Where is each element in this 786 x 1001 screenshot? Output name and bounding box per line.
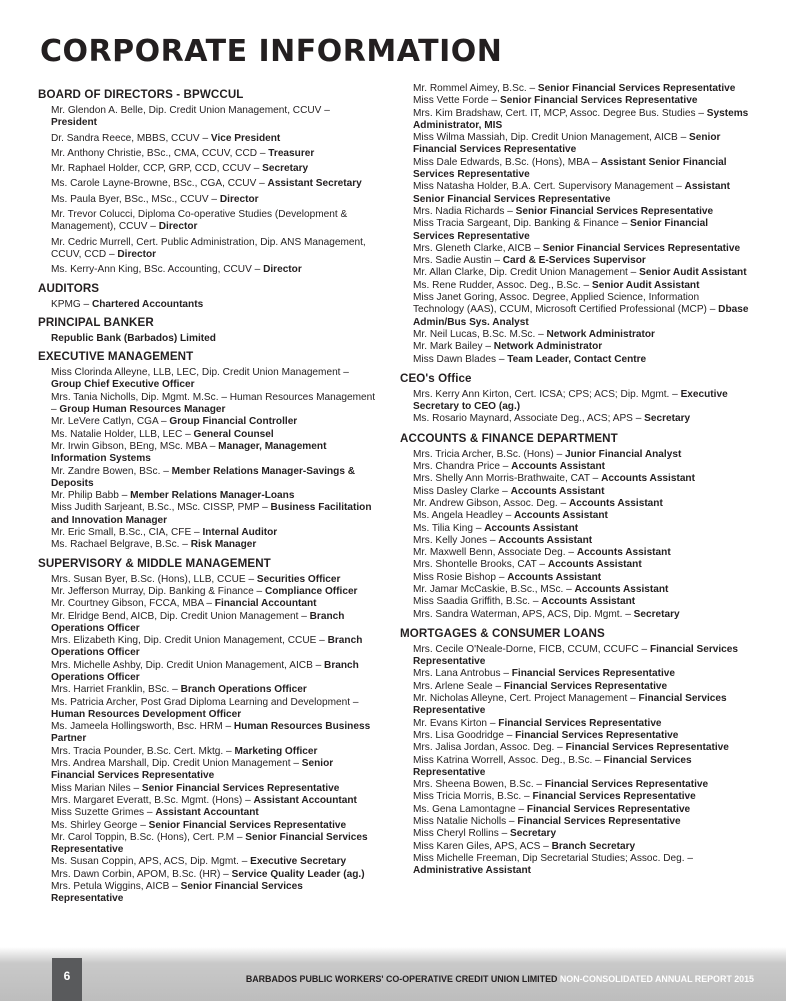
person-role: Human Resources Development Officer xyxy=(51,708,242,720)
person-entry xyxy=(51,697,378,722)
person-entry xyxy=(51,163,378,175)
section-heading: SUPERVISORY & MIDDLE MANAGEMENT xyxy=(38,556,271,570)
person-entry xyxy=(413,280,750,292)
section-supervisory-middle-management xyxy=(38,557,378,906)
person-entry xyxy=(51,660,378,685)
person-name: Mrs. Kelly Jones – xyxy=(413,534,499,546)
person-name: Miss Dawn Blades – xyxy=(413,353,508,365)
person-name: Mr. Irwin Gibson, BEng, MSc. MBA – xyxy=(51,440,219,452)
person-role: Compliance Officer xyxy=(264,585,358,597)
person-entry xyxy=(51,586,378,598)
person-entry xyxy=(413,828,750,840)
person-entry xyxy=(51,429,378,441)
person-entry xyxy=(413,681,750,693)
person-role: Dbase Admin/Bus Sys. Analyst xyxy=(413,304,749,328)
person-entry xyxy=(51,502,378,527)
person-role: Director xyxy=(219,193,259,205)
person-name: Mrs. Tricia Archer, B.Sc. (Hons) – xyxy=(413,448,566,460)
person-role: Accounts Assistant xyxy=(574,583,669,595)
section-board-of-directors xyxy=(38,88,378,277)
person-entry xyxy=(413,742,750,754)
person-entry xyxy=(51,869,378,881)
person-name: Mrs. Harriet Franklin, BSc. – xyxy=(51,684,181,696)
person-role: Accounts Assistant xyxy=(601,473,695,485)
person-name: Mrs. Jalisa Jordan, Assoc. Deg. – xyxy=(413,742,566,754)
person-name: Ms. Tilia King – xyxy=(413,522,485,534)
person-entry xyxy=(413,206,750,218)
person-name: Mr. Eric Small, B.Sc., CIA, CFE – xyxy=(51,527,203,539)
person-role: Executive Secretary xyxy=(250,856,347,868)
person-entry xyxy=(413,413,750,425)
person-entry xyxy=(413,693,750,718)
page-title: CORPORATE INFORMATION xyxy=(40,34,503,69)
person-entry xyxy=(51,635,378,660)
person-entry xyxy=(413,341,750,353)
person-entry xyxy=(51,133,378,145)
person-entry xyxy=(51,299,378,311)
person-role: Secretary xyxy=(633,608,680,620)
person-role: Senior Financial Services Representative xyxy=(51,831,368,856)
section-executive-management xyxy=(38,350,378,551)
person-role: Senior Financial Services Representative xyxy=(515,205,714,217)
person-role: Assistant Senior Financial Services Representative xyxy=(413,181,730,205)
person-entry xyxy=(51,574,378,586)
person-role: Risk Manager xyxy=(190,539,257,551)
person-name: Miss Dasley Clarke – xyxy=(413,485,511,497)
person-role: Branch Secretary xyxy=(551,840,636,852)
person-entry xyxy=(413,181,750,206)
person-entry xyxy=(51,367,378,392)
person-name: Miss Janet Goring, Assoc. Degree, Applied Science, Information Technology (AAS), CCUM, Microsoft Certified Professional (MCP) – xyxy=(413,292,719,316)
person-role: Chartered Accountants xyxy=(91,298,204,310)
person-name: Mrs. Cecile O'Neale-Dorne, FICB, CCUM, CCUFC – xyxy=(413,643,650,655)
person-role: Financial Services Representative xyxy=(544,779,709,791)
person-entry xyxy=(413,329,750,341)
person-name: Mr. Courtney Gibson, FCCA, MBA – xyxy=(51,598,215,610)
person-entry xyxy=(413,83,750,95)
person-name: Mrs. Arlene Seale – xyxy=(413,680,504,692)
left-column xyxy=(38,83,378,906)
person-entry xyxy=(51,598,378,610)
person-name: Mrs. Sheena Bowen, B.Sc. – xyxy=(413,779,545,791)
person-name: Miss Dale Edwards, B.Sc. (Hons), MBA – xyxy=(413,156,601,168)
person-role: Secretary xyxy=(262,163,309,175)
person-entry xyxy=(51,441,378,466)
person-name: Miss Katrina Worrell, Assoc. Deg., B.Sc. – xyxy=(413,754,604,766)
person-role: Accounts Assistant xyxy=(510,485,605,497)
person-name: Mrs. Nadia Richards – xyxy=(413,205,516,217)
person-role: Director xyxy=(117,248,157,260)
section-heading: MORTGAGES & CONSUMER LOANS xyxy=(400,626,605,640)
person-name: Mrs. Tracia Pounder, B.Sc. Cert. Mktg. – xyxy=(51,745,235,757)
person-name: Mr. Andrew Gibson, Assoc. Deg. – xyxy=(413,497,569,509)
person-entry xyxy=(413,547,750,559)
person-name: Ms. Susan Coppin, APS, ACS, Dip. Mgmt. – xyxy=(51,856,251,868)
person-name: Ms. Rachael Belgrave, B.Sc. – xyxy=(51,539,191,551)
person-entry xyxy=(413,559,750,571)
person-entry xyxy=(413,486,750,498)
person-role: Securities Officer xyxy=(256,573,341,585)
person-name: Mrs. Dawn Corbin, APOM, B.Sc. (HR) – xyxy=(51,868,232,880)
person-name: Mr. Mark Bailey – xyxy=(413,341,494,353)
person-name: Mr. Trevor Colucci, Diploma Co-operative Studies (Development & Management), CCUV – xyxy=(51,209,348,233)
section-supervisory-continued xyxy=(400,83,750,366)
person-entry xyxy=(51,148,378,160)
person-name: Mr. Elridge Bend, AICB, Dip. Credit Union Management – xyxy=(51,610,310,622)
person-entry xyxy=(413,791,750,803)
person-role: Secretary xyxy=(510,828,557,840)
person-name: Miss Wilma Massiah, Dip. Credit Union Management, AICB – xyxy=(413,132,689,144)
person-name: Mr. Neil Lucas, B.Sc. M.Sc. – xyxy=(413,328,547,340)
person-role: Assistant Accountant xyxy=(155,807,259,819)
person-role: Branch Operations Officer xyxy=(51,635,363,659)
person-role: Accounts Assistant xyxy=(507,571,602,583)
person-name: Mrs. Kim Bradshaw, Cert. IT, MCP, Assoc. Degree Bus. Studies – xyxy=(413,107,707,119)
person-role: Network Administrator xyxy=(546,328,655,340)
person-name: Ms. Jameela Hollingsworth, Bsc. HRM – xyxy=(51,721,234,733)
section-principal-banker xyxy=(38,316,378,345)
section-mortgages-consumer-loans xyxy=(400,627,750,878)
person-entry xyxy=(413,108,750,133)
person-role: Senior Financial Services Representative xyxy=(51,758,334,782)
person-name: Miss Cheryl Rollins – xyxy=(413,828,511,840)
person-role: President xyxy=(51,117,97,129)
person-entry xyxy=(413,267,750,279)
person-role: Financial Services Representative xyxy=(498,717,662,729)
person-entry xyxy=(51,392,378,417)
person-name: Ms. Rosario Maynard, Associate Deg., ACS; APS – xyxy=(413,413,645,425)
person-name: Mrs. Gleneth Clarke, AICB – xyxy=(413,242,543,254)
person-name: Mrs. Sadie Austin – xyxy=(413,255,503,267)
person-entry xyxy=(413,292,750,329)
person-role: Financial Services Representative xyxy=(413,754,692,778)
person-entry xyxy=(413,218,750,243)
person-role: Senior Financial Services Representative xyxy=(413,218,709,242)
person-role: Financial Accountant xyxy=(214,598,317,610)
person-role: Branch Operations Officer xyxy=(180,684,307,696)
person-role: Assistant Secretary xyxy=(267,178,362,190)
person-name: Ms. Shirley George – xyxy=(51,819,149,831)
person-name: Miss Michelle Freeman, Dip Secretarial Studies; Assoc. Deg. – xyxy=(413,852,693,864)
person-name: Mr. Cedric Murrell, Cert. Public Administration, Dip. ANS Management, CCUV, CCD – xyxy=(51,236,366,260)
person-entry xyxy=(413,354,750,366)
person-role: Senior Financial Services Representative xyxy=(499,95,698,107)
person-name: Mrs. Petula Wiggins, AICB – xyxy=(51,881,181,893)
person-role: Accounts Assistant xyxy=(547,559,642,571)
person-entry xyxy=(413,510,750,522)
person-role: Vice President xyxy=(210,132,281,144)
person-entry xyxy=(51,490,378,502)
person-role: Senior Audit Assistant xyxy=(591,279,700,291)
person-entry xyxy=(413,572,750,584)
person-role: Member Relations Manager-Savings & Deposits xyxy=(51,465,356,489)
person-entry xyxy=(413,804,750,816)
person-entry xyxy=(413,816,750,828)
person-role: Member Relations Manager-Loans xyxy=(130,490,295,502)
person-name: Miss Natalie Nicholls – xyxy=(413,816,518,828)
person-name: Mr. Rommel Aimey, B.Sc. – xyxy=(413,83,538,94)
person-role: Accounts Assistant xyxy=(498,534,593,546)
person-role: Assistant Senior Financial Services Representative xyxy=(413,156,727,181)
person-entry xyxy=(51,105,378,130)
person-entry xyxy=(413,644,750,669)
section-ceo-office xyxy=(400,372,750,426)
person-name: Mr. Philip Babb – xyxy=(51,490,131,502)
section-accounts-finance xyxy=(400,432,750,621)
section-heading: PRINCIPAL BANKER xyxy=(38,315,154,329)
footer-org-name: BARBADOS PUBLIC WORKERS' CO-OPERATIVE CREDIT UNION LIMITED xyxy=(245,974,560,984)
person-name: Miss Clorinda Alleyne, LLB, LEC, Dip. Credit Union Management – xyxy=(51,367,349,379)
person-role: Senior Financial Services Representative xyxy=(148,819,347,831)
person-name: Mr. Evans Kirton – xyxy=(413,717,499,729)
person-role: Financial Services Representative xyxy=(532,791,696,803)
person-name: Mrs. Kerry Ann Kirton, Cert. ICSA; CPS; ACS; Dip. Mgmt. – xyxy=(413,388,681,400)
person-entry xyxy=(51,527,378,539)
person-role: Senior Financial Services Representative xyxy=(413,132,721,156)
person-entry xyxy=(51,194,378,206)
person-entry xyxy=(51,820,378,832)
person-role: Financial Services Representative xyxy=(413,643,739,668)
person-role: Internal Auditor xyxy=(202,527,278,539)
person-role: Accounts Assistant xyxy=(568,497,663,509)
person-entry xyxy=(51,209,378,234)
person-entry xyxy=(413,596,750,608)
person-role: Accounts Assistant xyxy=(541,596,636,608)
person-name: Miss Natasha Holder, B.A. Cert. Supervisory Management – xyxy=(413,181,685,193)
person-name: Miss Suzette Grimes – xyxy=(51,807,156,819)
person-name: Mr. Jefferson Murray, Dip. Banking & Finance – xyxy=(51,585,265,597)
person-role: Assistant Accountant xyxy=(253,794,357,806)
person-name: Miss Karen Giles, APS, ACS – xyxy=(413,840,552,852)
section-auditors xyxy=(38,282,378,311)
person-role: Director xyxy=(263,264,302,276)
person-name: Ms. Rene Rudder, Assoc. Deg., B.Sc. – xyxy=(413,279,592,291)
person-entry xyxy=(413,449,750,461)
person-name: Miss Marian Niles – xyxy=(51,782,142,794)
person-name: Mr. Raphael Holder, CCP, GRP, CCD, CCUV – xyxy=(51,163,263,175)
person-name: Mr. Allan Clarke, Dip. Credit Union Management – xyxy=(413,267,640,279)
page-number: 6 xyxy=(52,958,82,1001)
person-name: Miss Vette Forde – xyxy=(413,95,500,107)
person-entry xyxy=(51,416,378,428)
person-entry xyxy=(51,684,378,696)
section-heading: CEO's Office xyxy=(400,371,472,385)
person-name: Miss Rosie Bishop – xyxy=(413,571,508,583)
person-role: Service Quality Leader (ag.) xyxy=(231,868,365,880)
person-role: Accounts Assistant xyxy=(511,461,606,473)
person-entry xyxy=(51,758,378,783)
person-entry xyxy=(51,807,378,819)
person-entry xyxy=(413,584,750,596)
person-entry xyxy=(413,523,750,535)
person-entry xyxy=(413,157,750,182)
person-name: Mrs. Tania Nicholls, Dip. Mgmt. M.Sc. – Human Resources Management – xyxy=(51,391,376,416)
section-heading: ACCOUNTS & FINANCE DEPARTMENT xyxy=(400,431,618,445)
person-name: Miss Tracia Sargeant, Dip. Banking & Finance – xyxy=(413,218,631,230)
person-role: Branch Operations Officer xyxy=(51,610,345,634)
person-role: Director xyxy=(158,221,198,233)
person-name: Mr. Zandre Bowen, BSc. – xyxy=(51,465,172,477)
person-role: Senior Financial Services Representative xyxy=(141,782,340,794)
person-role: Secretary xyxy=(644,413,691,425)
person-role: Business Facilitation and Innovation Manager xyxy=(51,502,372,526)
person-role: Administrative Assistant xyxy=(413,865,531,877)
person-entry xyxy=(413,255,750,267)
person-name: Ms. Patricia Archer, Post Grad Diploma Learning and Development – xyxy=(51,696,359,708)
person-entry xyxy=(413,668,750,680)
person-name: Mrs. Elizabeth King, Dip. Credit Union Management, CCUE – xyxy=(51,635,328,647)
person-role: Financial Services Representative xyxy=(515,729,679,741)
person-role: Network Administrator xyxy=(493,341,603,353)
person-role: Group Chief Executive Officer xyxy=(51,379,195,391)
person-role: Team Leader, Contact Centre xyxy=(507,353,647,365)
person-name: Mr. Maxwell Benn, Associate Deg. – xyxy=(413,547,577,559)
person-name: Mrs. Sandra Waterman, APS, ACS, Dip. Mgmt. – xyxy=(413,608,634,620)
person-name: Mrs. Lisa Goodridge – xyxy=(413,729,516,741)
person-role: Accounts Assistant xyxy=(514,510,608,522)
person-name: Miss Tricia Morris, B.Sc. – xyxy=(413,791,533,803)
person-name: KPMG – xyxy=(51,298,92,310)
person-role: Junior Financial Analyst xyxy=(565,448,682,460)
person-role: Senior Financial Services Representative xyxy=(542,242,741,254)
person-role: Senior Financial Services Representative xyxy=(537,83,736,94)
person-name: Miss Saadia Griffith, B.Sc. – xyxy=(413,596,542,608)
person-entry xyxy=(413,535,750,547)
person-name: Mrs. Lana Antrobus – xyxy=(413,668,512,680)
person-role: Treasurer xyxy=(268,147,315,159)
footer-report-title: NON-CONSOLIDATED ANNUAL REPORT 2015 xyxy=(559,974,754,984)
person-role: Group Human Resources Manager xyxy=(59,404,226,416)
person-name: Mrs. Shontelle Brooks, CAT – xyxy=(413,559,548,571)
person-name: Ms. Kerry-Ann King, BSc. Accounting, CCUV – xyxy=(51,264,264,276)
section-heading: BOARD OF DIRECTORS - BPWCCUL xyxy=(38,88,244,101)
person-entry xyxy=(413,730,750,742)
person-role: Marketing Officer xyxy=(234,745,318,757)
section-heading: AUDITORS xyxy=(38,281,100,295)
person-role: Financial Services Representative xyxy=(413,693,727,717)
person-entry xyxy=(51,881,378,906)
person-name: Ms. Angela Headley – xyxy=(413,510,514,522)
person-name: Ms. Carole Layne-Browne, BSc., CGA, CCUV – xyxy=(51,178,268,190)
person-entry xyxy=(413,718,750,730)
person-entry xyxy=(51,856,378,868)
person-role: Accounts Assistant xyxy=(576,547,671,559)
person-entry xyxy=(413,132,750,157)
person-entry xyxy=(413,389,750,414)
person-role: Financial Services Representative xyxy=(517,816,681,828)
person-name: Mr. Carol Toppin, B.Sc. (Hons), Cert. P.M – xyxy=(51,831,246,843)
person-entry xyxy=(51,721,378,746)
person-name: Mr. Glendon A. Belle, Dip. Credit Union Management, CCUV – xyxy=(51,105,330,116)
person-role: Financial Services Representative xyxy=(565,742,729,754)
person-name: Dr. Sandra Reece, MBBS, CCUV – xyxy=(51,132,211,144)
person-role: Financial Services Representative xyxy=(511,668,676,680)
person-role: General Counsel xyxy=(193,428,274,440)
person-entry xyxy=(413,779,750,791)
person-name: Mr. LeVere Catlyn, CGA – xyxy=(51,416,170,428)
person-entry xyxy=(51,178,378,190)
person-entry xyxy=(413,755,750,780)
person-entry xyxy=(413,243,750,255)
person-entry xyxy=(51,832,378,857)
person-entry xyxy=(51,237,378,262)
person-role: Group Financial Controller xyxy=(169,416,298,428)
right-column xyxy=(400,83,750,878)
person-name: Mr. Jamar McCaskie, B.Sc., MSc. – xyxy=(413,583,575,595)
person-name: Mr. Nicholas Alleyne, Cert. Project Management – xyxy=(413,693,639,705)
person-role: Financial Services Representative xyxy=(503,680,668,692)
person-role: Executive Secretary to CEO (ag.) xyxy=(413,388,728,413)
person-name: Mrs. Chandra Price – xyxy=(413,461,512,473)
person-entry xyxy=(51,746,378,758)
person-name: Mrs. Shelly Ann Morris-Brathwaite, CAT – xyxy=(413,473,602,485)
person-entry xyxy=(51,333,378,345)
person-entry xyxy=(413,609,750,621)
person-entry xyxy=(51,795,378,807)
person-name: Miss Judith Sarjeant, B.Sc., MSc. CISSP, PMP – xyxy=(51,502,271,514)
person-name: Mrs. Susan Byer, B.Sc. (Hons), LLB, CCUE – xyxy=(51,573,257,585)
person-name: Ms. Natalie Holder, LLB, LEC – xyxy=(51,428,194,440)
person-role: Systems Administrator, MIS xyxy=(413,107,749,131)
person-entry xyxy=(51,783,378,795)
person-entry xyxy=(51,466,378,491)
person-role: Senior Audit Assistant xyxy=(639,267,747,279)
person-entry xyxy=(51,539,378,551)
person-name: Mrs. Margaret Everatt, B.Sc. Mgmt. (Hons) – xyxy=(51,794,254,806)
person-entry xyxy=(413,841,750,853)
person-entry xyxy=(413,853,750,878)
person-entry xyxy=(413,498,750,510)
person-entry xyxy=(51,264,378,276)
person-name: Mr. Anthony Christie, BSc., CMA, CCUV, CCD – xyxy=(51,147,269,159)
person-role: Human Resources Business Partner xyxy=(51,721,371,745)
person-entry xyxy=(413,473,750,485)
person-role: Accounts Assistant xyxy=(484,522,579,534)
person-entry xyxy=(413,95,750,107)
person-name: Ms. Paula Byer, BSc., MSc., CCUV – xyxy=(51,193,220,205)
person-entry xyxy=(413,461,750,473)
person-entry xyxy=(51,611,378,636)
person-role: Financial Services Representative xyxy=(526,803,691,815)
person-name: Mrs. Andrea Marshall, Dip. Credit Union Management – xyxy=(51,758,302,770)
person-role: Senior Financial Services Representative xyxy=(51,881,303,905)
person-role: Manager, Management Information Systems xyxy=(51,440,327,465)
person-role: Card & E-Services Supervisor xyxy=(502,255,646,267)
person-role: Branch Operations Officer xyxy=(51,659,359,683)
person-role: Republic Bank (Barbados) Limited xyxy=(51,332,216,344)
section-heading: EXECUTIVE MANAGEMENT xyxy=(38,350,194,364)
person-name: Mrs. Michelle Ashby, Dip. Credit Union Management, AICB – xyxy=(51,659,325,671)
person-name: Ms. Gena Lamontagne – xyxy=(413,803,527,815)
footer-text xyxy=(246,974,754,984)
